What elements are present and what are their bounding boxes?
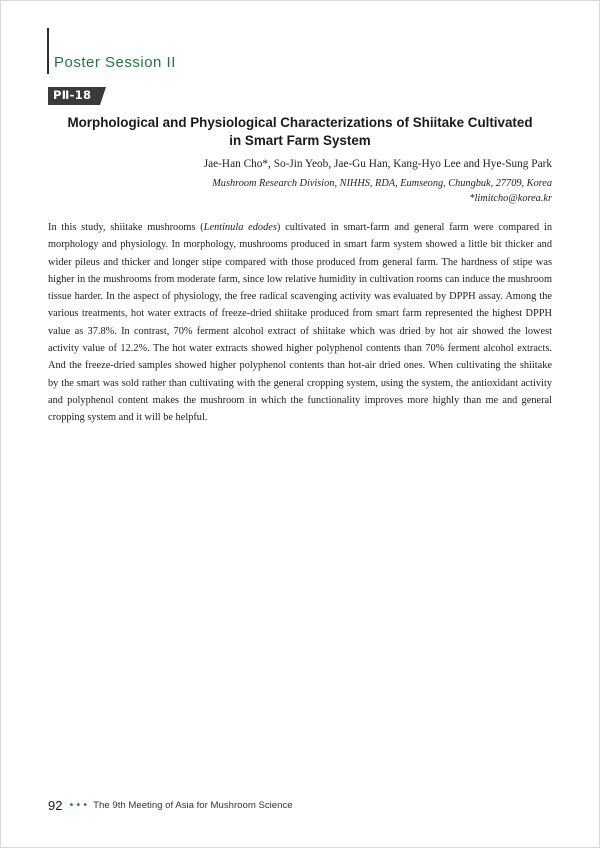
paper-title: Morphological and Physiological Characterizations of Shiitake Cultivated in Smart Farm System: [67, 115, 533, 148]
abstract-text-after-species: ) cultivated in smart-farm and general farm were compared in morphology and physiology. In morphology, mushrooms produced in smart farm system showed a little bit thicker and wider pileus and thicker and longer stipe compared with those produced from general farm. The hardness of stipe was higher in the mushrooms from moderate farm, since low relative humidity in cultivation rooms can induce the mushroom tissue harder. In the aspect of physiology, the free radical scavenging activity was evaluated by DPPH assay. Among the various treatments, hot water extracts of freeze-dried shiitake produced from smart farm represented the highest DPPH value as 37.8%. In contrast, 70% ferment alcohol extract of shiitake which was dried by hot air showed the lowest activity value of 12.2%. The hot water extracts showed higher polyphenol contents than 70% ferment alcohol extracts. And the freeze-dried samples showed higher polyphenol contents than hot-air dried ones. When cultivating the shiitake by the smart was sold rather than cultivating with the general cropping system, using the system, the antioxidant activity and polyphenol content makes the mushroom in which the functionality improves more highly than me and general cropping system and it will be helpful.: [48, 222, 552, 424]
page-footer: [48, 798, 293, 813]
conference-name: The 9th Meeting of Asia for Mushroom Science: [93, 800, 293, 811]
affiliation-line: Mushroom Research Division, NIHHS, RDA, Eumseong, Chungbuk, 27709, Korea: [212, 178, 552, 189]
species-name: Lentinula edodes: [203, 222, 277, 233]
poster-code-badge: [48, 87, 106, 105]
footer-dots-icon: •••: [68, 800, 90, 811]
poster-code: PⅡ-18: [53, 88, 92, 102]
session-title: Poster Session II: [54, 54, 176, 71]
corresponding-email: *limitcho@korea.kr: [469, 192, 552, 204]
session-divider-bar: [47, 28, 49, 74]
paper-affiliation: [212, 177, 552, 206]
abstract-text-before-species: In this study, shiitake mushrooms (: [48, 222, 204, 233]
abstract-paragraph: [48, 219, 552, 427]
paper-authors: Jae-Han Cho*, So-Jin Yeob, Jae-Gu Han, Kang-Hyo Lee and Hye-Sung Park: [203, 158, 552, 170]
page-number: 92: [48, 798, 63, 813]
